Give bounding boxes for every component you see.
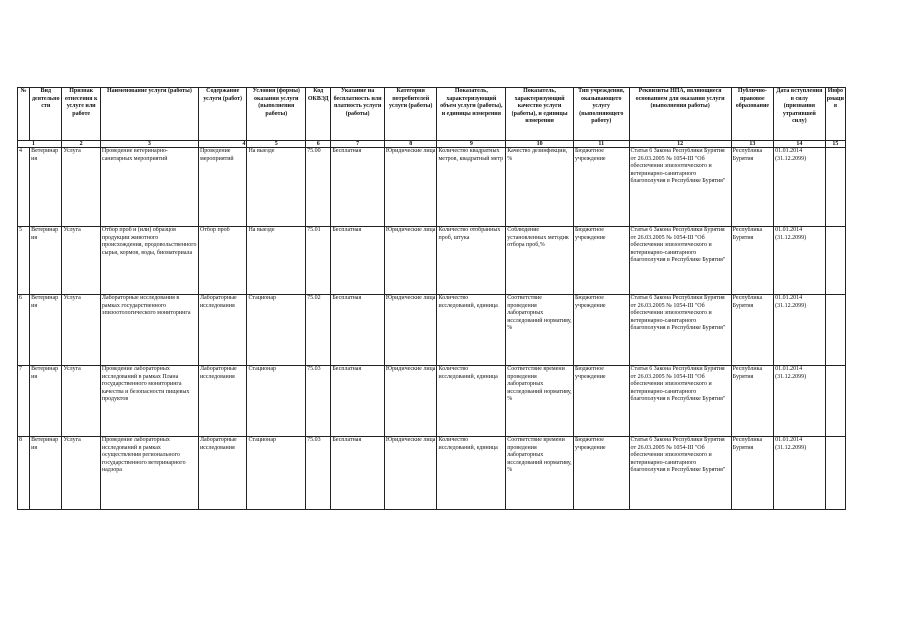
header-cell: Признак отнесения к услуге или работе [62,88,100,141]
activity-cell: Ветеринария [30,437,62,510]
conditions-cell: Стационар [247,437,306,510]
service-name-cell: Проведение ветеринарно-санитарных мероприятий [100,148,198,227]
activity-cell: Ветеринария [30,227,62,295]
info-cell [825,295,845,366]
column-number-cell: 10 [506,141,574,148]
institution-type-cell: Бюджетное учреждение [573,148,629,227]
conditions-cell: На выезде [247,227,306,295]
quality-cell: Соответствие времени проведения лабораторных исследований нормативу, % [506,437,574,510]
date-cell: 01.01.2014 (31.12.2099) [774,295,826,366]
row-number: 7 [18,366,30,437]
column-number-cell: 1 [18,141,62,148]
row-number: 5 [18,227,30,295]
date-cell: 01.01.2014 (31.12.2099) [774,148,826,227]
services-table [17,87,846,510]
column-number-cell: 12 [629,141,731,148]
entity-cell: Республика Бурятия [731,366,773,437]
table-row [18,437,846,510]
header-cell: Наименование услуги (работы) [100,88,198,141]
volume-cell: Количество квадратных метров, квадратный метр [437,148,506,227]
content-cell: Лабораторные исследования [198,437,247,510]
header-cell: Показатель, характеризующий объем услуги (работы), и единицы измерения [437,88,506,141]
activity-cell: Ветеринария [30,295,62,366]
paid-cell: Бесплатная [331,295,385,366]
entity-cell: Республика Бурятия [731,148,773,227]
sign-cell: Услуга [62,227,100,295]
column-number-row [18,141,846,148]
date-cell: 01.01.2014 (31.12.2099) [774,227,826,295]
sign-cell: Услуга [62,366,100,437]
column-number-cell: 14 [774,141,826,148]
column-number-cell: 6 [306,141,331,148]
quality-cell: Соответствие времени проведения лабораторных исследований нормативу, % [506,366,574,437]
header-cell: Дата вступления в силу (признания утратившей силу) [774,88,826,141]
sign-cell: Услуга [62,437,100,510]
service-name-cell: Отбор проб и (или) образцов продукции животного происхождения, продовольственного сырья, кормов, воды, биоматериала [100,227,198,295]
header-cell: Содержание услуги (работ) [198,88,247,141]
volume-cell: Количество исследований, единица [437,295,506,366]
header-cell: Публично-правовое образование [731,88,773,141]
conditions-cell: На выезде [247,148,306,227]
npa-cell: Статья 6 Закона Республики Бурятия от 26.03.2005 № 1054-III "Об обеспечении эпизоотического и ветеринарно-санитарного благополучия в Республике Бурятия" [629,437,731,510]
row-number: 6 [18,295,30,366]
npa-cell: Статья 6 Закона Республики Бурятия от 26.03.2005 № 1054-III "Об обеспечении эпизоотического и ветеринарно-санитарного благополучия в Республике Бурятия" [629,227,731,295]
conditions-cell: Стационар [247,295,306,366]
header-cell: Категория потребителей услуги (работы) [384,88,437,141]
institution-type-cell: Бюджетное учреждение [573,437,629,510]
okved-cell: 75.02 [306,295,331,366]
okved-cell: 75.00 [306,148,331,227]
column-number-cell: 4 [198,141,247,148]
row-number: 8 [18,437,30,510]
header-cell: Условия (формы) оказания услуги (выполнения работы) [247,88,306,141]
table-row [18,227,846,295]
paid-cell: Бесплатная [331,366,385,437]
npa-cell: Статья 6 Закона Республики Бурятия от 26.03.2005 № 1054-III "Об обеспечении эпизоотического и ветеринарно-санитарного благополучия в Республике Бурятия" [629,148,731,227]
services-registry-sheet [17,87,846,510]
content-cell: Отбор проб [198,227,247,295]
date-cell: 01.01.2014 (31.12.2099) [774,366,826,437]
consumers-cell: Юридические лица [384,295,437,366]
okved-cell: 75.03 [306,437,331,510]
entity-cell: Республика Бурятия [731,295,773,366]
header-cell: № [18,88,30,141]
paid-cell: Бесплатная [331,227,385,295]
info-cell [825,437,845,510]
paid-cell: Бесплатная [331,437,385,510]
okved-cell: 75.03 [306,366,331,437]
institution-type-cell: Бюджетное учреждение [573,295,629,366]
column-number-cell: 8 [384,141,437,148]
column-number-cell: 7 [331,141,385,148]
column-number-cell: 2 [62,141,100,148]
consumers-cell: Юридические лица [384,366,437,437]
entity-cell: Республика Бурятия [731,437,773,510]
institution-type-cell: Бюджетное учреждение [573,227,629,295]
column-number-cell: 11 [573,141,629,148]
okved-cell: 75.01 [306,227,331,295]
conditions-cell: Стационар [247,366,306,437]
service-name-cell: Лабораторные исследования в рамках государственного эпизоотологического мониторинга [100,295,198,366]
content-cell: Проведение мероприятий [198,148,247,227]
header-cell: Показатель, характеризующий качество услуги (работы), и единицы измерения [506,88,574,141]
consumers-cell: Юридические лица [384,437,437,510]
consumers-cell: Юридические лица [384,227,437,295]
header-row [18,88,846,141]
institution-type-cell: Бюджетное учреждение [573,366,629,437]
quality-cell: Качество дезинфекции, % [506,148,574,227]
row-number: 4 [18,148,30,227]
table-row [18,366,846,437]
header-cell: Вид деятельности [30,88,62,141]
entity-cell: Республика Бурятия [731,227,773,295]
header-cell: Информация [825,88,845,141]
header-cell: Код ОКВЭД [306,88,331,141]
content-cell: Лабораторные исследования [198,366,247,437]
table-row [18,148,846,227]
info-cell [825,148,845,227]
column-number-cell: 9 [437,141,506,148]
paid-cell: Бесплатная [331,148,385,227]
volume-cell: Количество отобранных проб, штука [437,227,506,295]
info-cell [825,227,845,295]
table-row [18,295,846,366]
service-name-cell: Проведение лабораторных исследований в рамках Плана государственного мониторинга качества и безопасности пищевых продуктов [100,366,198,437]
npa-cell: Статья 6 Закона Республики Бурятия от 26.03.2005 № 1054-III "Об обеспечении эпизоотического и ветеринарно-санитарного благополучия в Республике Бурятия" [629,295,731,366]
sign-cell: Услуга [62,295,100,366]
content-cell: Лабораторные исследования [198,295,247,366]
info-cell [825,366,845,437]
column-number-cell: 15 [825,141,845,148]
header-cell: Указание на бесплатность или платность услуги (работы) [331,88,385,141]
consumers-cell: Юридические лица [384,148,437,227]
volume-cell: Количество исследований, единица [437,366,506,437]
quality-cell: Соблюдение установленных методик отбора проб,% [506,227,574,295]
date-cell: 01.01.2014 (31.12.2099) [774,437,826,510]
volume-cell: Количество исследований, единица [437,437,506,510]
quality-cell: Соответствие проведения лабораторных исследований нормативу, % [506,295,574,366]
column-number-cell: 13 [731,141,773,148]
npa-cell: Статья 6 Закона Республики Бурятия от 26.03.2005 № 1054-III "Об обеспечении эпизоотического и ветеринарно-санитарного благополучия в Республике Бурятия" [629,366,731,437]
column-number-cell: 5 [247,141,306,148]
sign-cell: Услуга [62,148,100,227]
service-name-cell: Проведение лабораторных исследований в рамках осуществления регионального государственного ветеринарного надзора [100,437,198,510]
header-cell: Реквизиты НПА, являющиеся основанием для оказания услуги (выполнения работы) [629,88,731,141]
activity-cell: Ветеринария [30,148,62,227]
header-cell: Тип учреждения, оказывающего услугу (выполняющего работу) [573,88,629,141]
activity-cell: Ветеринария [30,366,62,437]
column-number-cell: 3 [100,141,198,148]
